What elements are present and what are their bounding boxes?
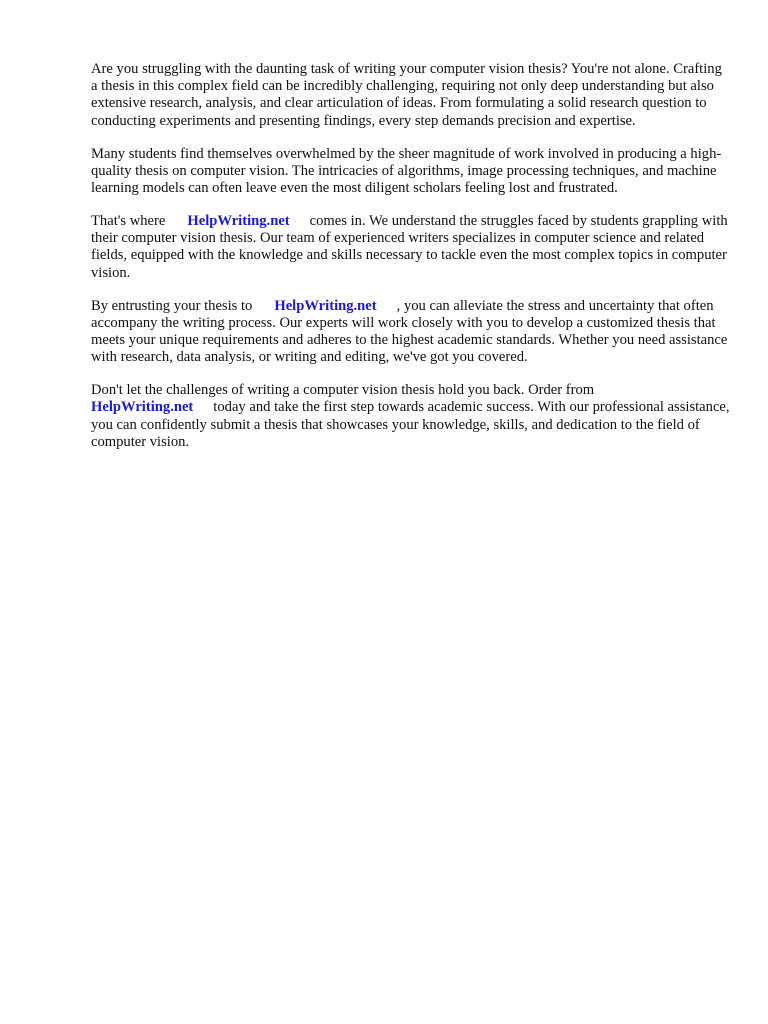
paragraph-intro-text: Are you struggling with the daunting task of writing your computer vision thesis? You're not alone. Crafting a thesis in this complex field can be incredibly challenging, requiring not only deep understanding but also extensive research, analysis, and clear articulation of ideas. From formulating a solid research question to conducting experiments and presenting findings, every step demands precision and expertise. — [91, 61, 722, 129]
paragraph-overwhelmed-text: Many students find themselves overwhelmed by the sheer magnitude of work involved in producing a high-quality thesis on computer vision. The intricacies of algorithms, image processing techniques, and machine learning models can often leave even the most diligent scholars feeling lost and frustrated. — [91, 145, 722, 197]
paragraph-entrusting-before: By entrusting your thesis to — [91, 297, 253, 314]
paragraph-order-before: Don't let the challenges of writing a computer vision thesis hold you back. Order from — [91, 382, 595, 399]
helpwriting-link[interactable]: HelpWriting.net — [274, 297, 377, 314]
paragraph-intro — [91, 61, 731, 130]
paragraph-entrusting — [91, 298, 731, 367]
helpwriting-link[interactable]: HelpWriting.net — [91, 399, 194, 416]
paragraph-order-after: today and take the first step towards academic success. With our professional assistance, you can confidently submit a thesis that showcases your knowledge, skills, and dedication to the field of computer vision. — [91, 399, 730, 450]
paragraph-thats-where-before: That's where — [91, 213, 166, 230]
paragraph-order — [91, 382, 731, 451]
helpwriting-link[interactable]: HelpWriting.net — [187, 213, 290, 230]
document-body — [91, 61, 731, 467]
paragraph-overwhelmed — [91, 146, 731, 198]
paragraph-thats-where-after: comes in. We understand the struggles faced by students grappling with their computer vision thesis. Our team of experienced writers specializes in computer science and related fields, equipped with the knowledge and skills necessary to tackle even the most complex topics in computer vision. — [91, 213, 728, 281]
paragraph-entrusting-after: , you can alleviate the stress and uncertainty that often accompany the writing process. Our experts will work closely with you to develop a customized thesis that meets your unique requirements and adheres to the highest academic standards. Whether you need assistance with research, data analysis, or writing and editing, we've got you covered. — [91, 297, 728, 366]
paragraph-thats-where — [91, 213, 731, 282]
